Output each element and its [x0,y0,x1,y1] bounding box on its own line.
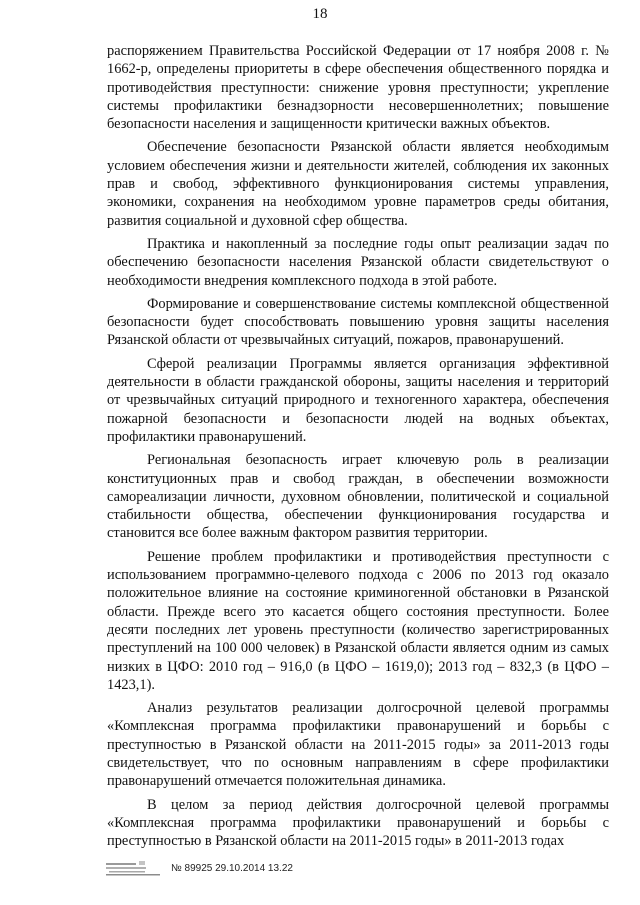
paragraph: В целом за период действия долгосрочной целевой программы «Комплексная программа профилактики правонарушений и борьбы с преступностью в Рязанской области на 2011-2015 годы» в 2011-2013 годах [107,796,609,850]
paragraph: Решение проблем профилактики и противодействия преступности с использованием программно-целевого подхода с 2006 по 2013 год оказало положительное влияние на состояние криминогенной обстановки в Рязанской области. Прежде всего это касается общего состояния преступности. Более десяти последних лет уровень преступности (количество зарегистрированных преступлений на 100 000 человек) в Рязанской области является одним из самых низких в ЦФО: 2010 год – 916,0 (в ЦФО – 1619,0); 2013 год – 832,3 (в ЦФО – 1423,1). [107,548,609,693]
paragraph: Практика и накопленный за последние годы опыт реализации задач по обеспечению безопасности населения Рязанской области свидетельствуют о необходимости внедрения комплексного подхода в этой работе. [107,235,609,289]
registration-number: № 89925 29.10.2014 13.22 [171,862,293,874]
paragraph: распоряжением Правительства Российской Федерации от 17 ноября 2008 г. № 1662-р, определены приоритеты в сфере обеспечения общественного порядка и противодействия преступности: снижение уровня преступности; укрепление системы профилактики безнадзорности несовершеннолетних; повышение безопасности населения и защищенности критически важных объектов. [107,43,609,133]
document-body [107,42,609,855]
paragraph: Обеспечение безопасности Рязанской области является необходимым условием обеспечения жизни и деятельности жителей, соблюдения их законных прав и свобод, эффективного функционирования системы управления, экономики, сохранения на необходимом уровне параметров среды обитания, развития социальной и духовной сфер общества. [107,139,609,229]
registration-stamp-icon [105,858,163,878]
paragraph: Региональная безопасность играет ключевую роль в реализации конституционных прав и свобод граждан, в обеспечении возможности самореализации личности, духовном обновлении, политической и социальной стабильности общества, обеспечении функционирования государства и становится все более важным фактором развития территории. [107,452,609,542]
paragraph: Сферой реализации Программы является организация эффективной деятельности в области гражданской обороны, защиты населения и территорий от чрезвычайных ситуаций природного и техногенного характера, обеспечения пожарной безопасности и безопасности людей на водных объектах, профилактики правонарушений. [107,355,609,445]
page-number: 18 [312,6,328,22]
paragraph: Анализ результатов реализации долгосрочной целевой программы «Комплексная программа профилактики правонарушений и борьбы с преступностью в Рязанской области на 2011-2015 годы» за 2011-2013 годы свидетельствует, что по основным направлениям в сфере профилактики правонарушений отмечается положительная динамика. [107,700,609,790]
document-footer [105,858,293,878]
paragraph: Формирование и совершенствование системы комплексной общественной безопасности будет способствовать повышению уровня защиты населения Рязанской области от чрезвычайных ситуаций, пожаров, правонарушений. [107,295,609,349]
